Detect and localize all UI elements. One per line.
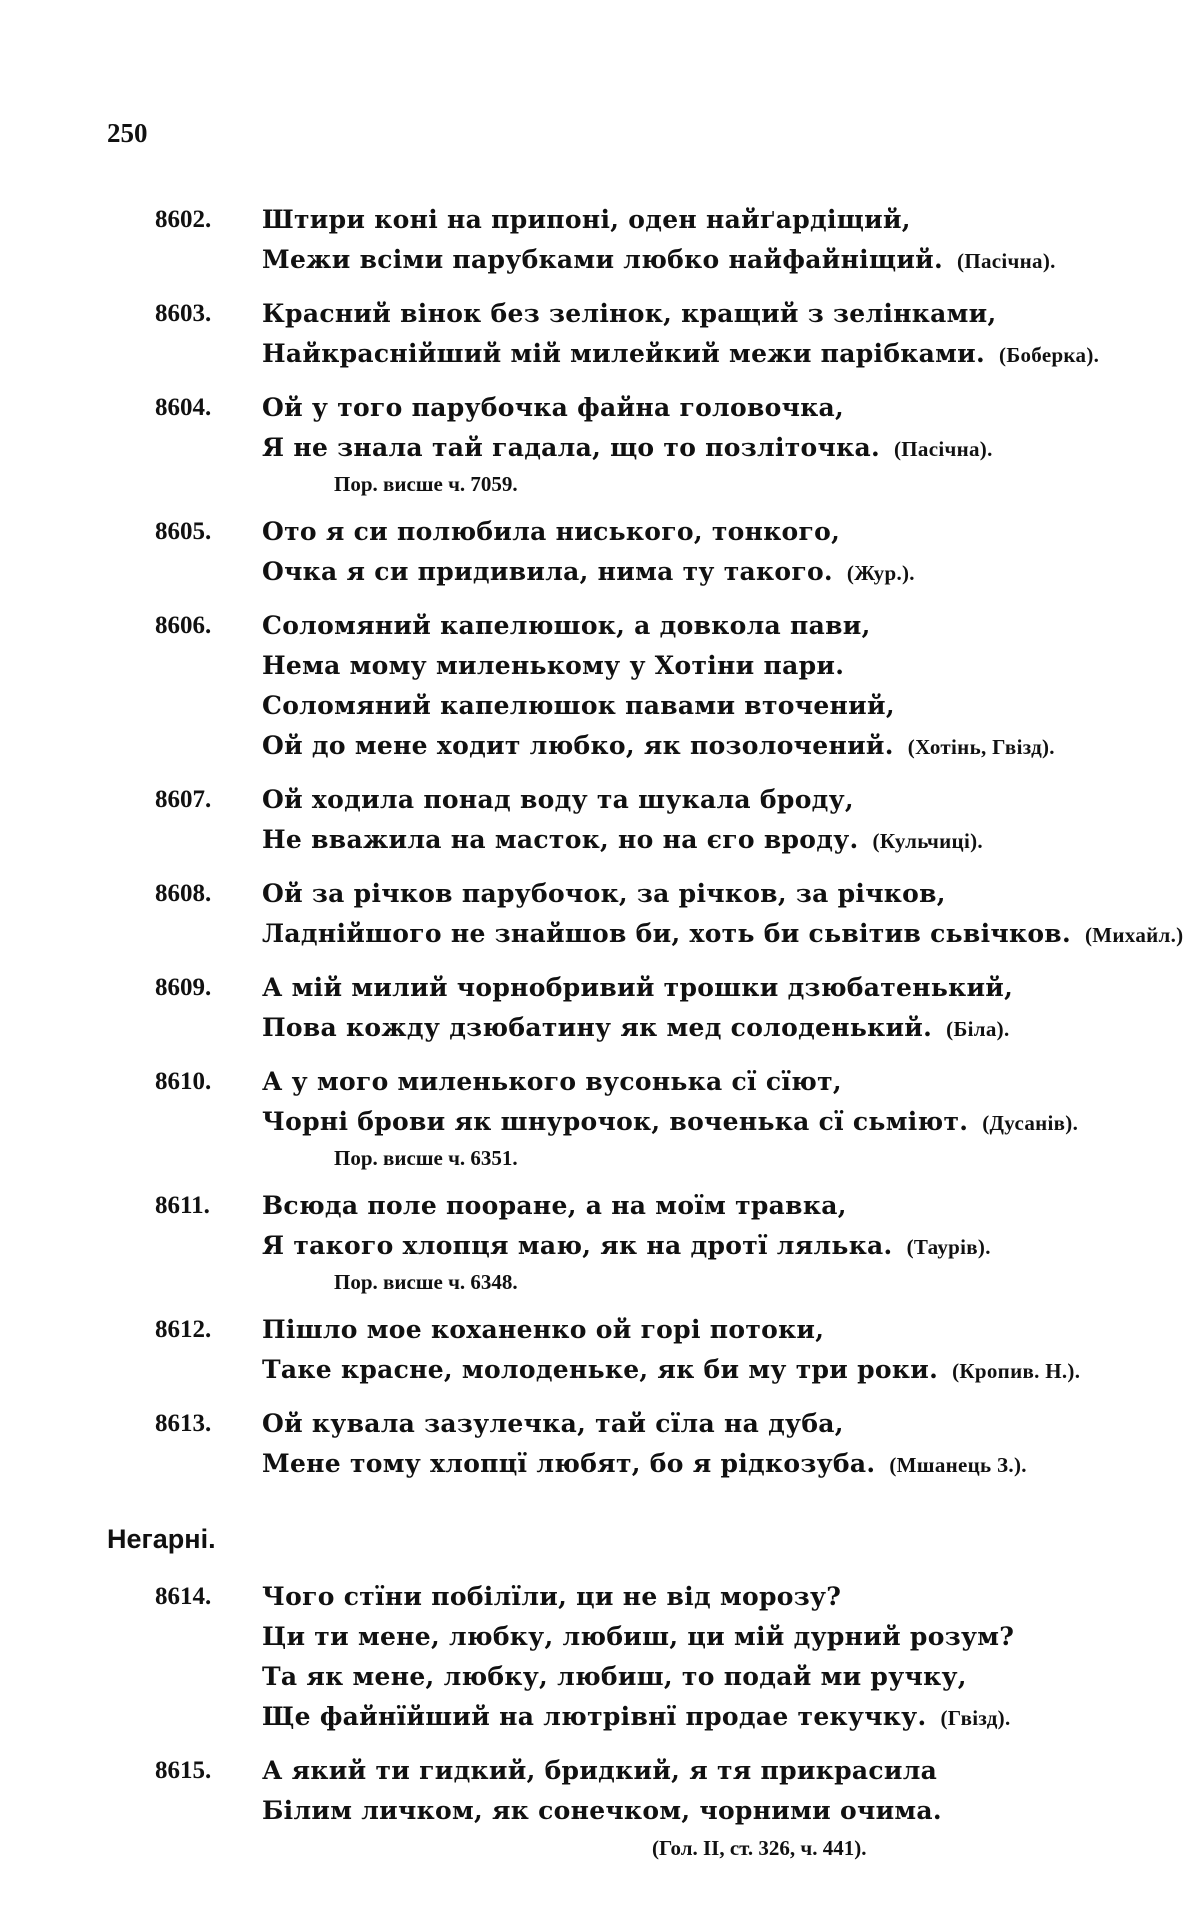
verse-lines xyxy=(262,874,1183,955)
verse-entry xyxy=(0,1577,1140,1738)
verse-line-text: Очка я си придивила, нима ту такого. xyxy=(262,557,833,586)
section-heading: Негарні. xyxy=(107,1524,216,1554)
verse-lines xyxy=(262,200,1140,281)
verse-line-text: Пова кожду дзюбатину як мед солоденький. xyxy=(262,1013,933,1042)
verse-line xyxy=(262,606,1140,646)
verse-line xyxy=(262,1310,1140,1350)
verse-line xyxy=(262,1062,1140,1102)
verse-source: (Мшанець З.). xyxy=(889,1453,1027,1477)
page-content xyxy=(0,200,1183,1878)
verse-source: (Дусанів). xyxy=(982,1111,1079,1135)
verse-lines xyxy=(262,1310,1140,1391)
verse-line-text: Ладнійшого не знайшов би, хоть би сьвітив сьвічков. xyxy=(262,919,1071,948)
verse-entry xyxy=(0,1186,1140,1297)
verse-entry xyxy=(0,874,1183,955)
verse-entry xyxy=(0,1062,1140,1173)
verse-line xyxy=(262,240,1140,281)
verse-line-text: Пішло мое коханенко ой горі потоки, xyxy=(262,1315,825,1344)
verse-number: 8608. xyxy=(155,880,212,907)
verse-line xyxy=(262,334,1140,375)
verse-number: 8603. xyxy=(155,300,212,327)
verse-source: (Біла). xyxy=(946,1017,1010,1041)
verse-line-text: Та як мене, любку, любиш, то подай ми ручку, xyxy=(262,1662,967,1691)
verse-line xyxy=(262,512,1140,552)
verse-line xyxy=(262,428,1140,469)
verse-entry xyxy=(0,606,1140,767)
verse-line xyxy=(262,1577,1140,1617)
verse-line-text: Соломяний капелюшок павами вточений, xyxy=(262,691,895,720)
verse-source: (Кропив. Н.). xyxy=(952,1359,1081,1383)
verse-line xyxy=(262,1404,1140,1444)
entries-group-main xyxy=(0,200,1183,1485)
verse-entry xyxy=(0,1310,1140,1391)
verse-line-text: Межи всіми парубками любко найфайніщий. xyxy=(262,245,944,274)
verse-line-text: Ото я си полюбила ниського, тонкого, xyxy=(262,517,841,546)
verse-lines xyxy=(262,968,1140,1049)
verse-number: 8609. xyxy=(155,974,212,1001)
verse-line xyxy=(262,1008,1140,1049)
cross-reference-note: Пор. висше ч. 6348. xyxy=(334,1270,518,1294)
verse-number: 8606. xyxy=(155,612,212,639)
verse-line-text: А який ти гидкий, бридкий, я тя прикрасила xyxy=(262,1756,938,1785)
verse-line xyxy=(262,1697,1140,1738)
verse-line-text: Не вважила на масток, но на єго вроду. xyxy=(262,825,859,854)
cross-reference-note: Пор. висше ч. 6351. xyxy=(334,1146,518,1170)
verse-source: (Михайл.) xyxy=(1084,923,1183,947)
verse-line-text: Я не знала тай гадала, що то позліточка. xyxy=(262,433,880,462)
verse-line-text: Красний вінок без зелінок, кращий з зелінками, xyxy=(262,299,997,328)
verse-line-text: Штири коні на припоні, оден найґардіщий, xyxy=(262,205,911,234)
verse-number: 8613. xyxy=(155,1410,212,1437)
verse-source: (Боберка). xyxy=(999,343,1100,367)
verse-line-text: Ци ти мене, любку, любиш, ци мій дурний розум? xyxy=(262,1622,1015,1651)
verse-line xyxy=(262,780,1140,820)
verse-line xyxy=(262,1751,1140,1791)
verse-line xyxy=(262,388,1140,428)
verse-source: (Хотінь, Гвізд). xyxy=(907,735,1055,759)
verse-line xyxy=(262,874,1140,914)
verse-lines xyxy=(262,294,1140,375)
verse-line xyxy=(262,294,1140,334)
verse-line-text: А мій милий чорнобривий трошки дзюбатенький, xyxy=(262,973,1014,1002)
verse-source: (Жур.). xyxy=(846,561,915,585)
verse-lines xyxy=(262,1186,1140,1297)
verse-line-text: Ой ходила понад воду та шукала броду, xyxy=(262,785,854,814)
verse-line xyxy=(262,1350,1140,1391)
verse-number: 8602. xyxy=(155,206,212,233)
verse-number: 8607. xyxy=(155,786,212,813)
verse-entry xyxy=(0,1751,1140,1865)
verse-line xyxy=(262,1657,1140,1697)
verse-lines xyxy=(262,780,1140,861)
verse-source: (Пасічна). xyxy=(957,249,1056,273)
verse-line-text: Ой за річков парубочок, за річков, за річков, xyxy=(262,879,946,908)
verse-lines xyxy=(262,606,1140,767)
verse-line xyxy=(262,1791,1140,1831)
cross-reference-note: Пор. висше ч. 7059. xyxy=(334,472,518,496)
verse-number: 8611. xyxy=(155,1192,210,1219)
verse-number: 8615. xyxy=(155,1757,212,1784)
verse-line xyxy=(262,914,1183,955)
verse-line xyxy=(262,1102,1140,1143)
verse-line xyxy=(262,646,1140,686)
verse-line xyxy=(262,1444,1140,1485)
verse-line-text: Ой до мене ходит любко, як позолочений. xyxy=(262,731,894,760)
verse-number: 8604. xyxy=(155,394,212,421)
verse-line xyxy=(262,686,1140,726)
verse-lines xyxy=(262,1577,1140,1738)
verse-lines xyxy=(262,388,1140,499)
verse-entry xyxy=(0,968,1140,1049)
verse-line xyxy=(262,820,1140,861)
verse-lines xyxy=(262,512,1140,593)
page-number: 250 xyxy=(107,118,148,148)
verse-line-text: Ще файнїйший на лютрівнї продае текучку. xyxy=(262,1702,927,1731)
verse-entry xyxy=(0,1404,1140,1485)
verse-entry xyxy=(0,294,1140,375)
verse-line-text: Таке красне, молоденьке, як би му три роки. xyxy=(262,1355,939,1384)
verse-entry xyxy=(0,200,1140,281)
verse-line xyxy=(262,552,1140,593)
verse-line-text: Соломяний капелюшок, а довкола пави, xyxy=(262,611,871,640)
verse-line xyxy=(262,200,1140,240)
verse-line-text: Чорні брови як шнурочок, воченька сї сьміют. xyxy=(262,1107,969,1136)
verse-line xyxy=(262,1226,1140,1267)
verse-line xyxy=(262,1617,1140,1657)
verse-entry xyxy=(0,512,1140,593)
verse-line xyxy=(262,1186,1140,1226)
verse-entry xyxy=(0,780,1140,861)
verse-line xyxy=(262,968,1140,1008)
verse-line-text: А у мого миленького вусонька сї сїют, xyxy=(262,1067,842,1096)
verse-line-text: Чого стїни побілїли, ци не від морозу? xyxy=(262,1582,842,1611)
verse-line-text: Ой у того парубочка файна головочка, xyxy=(262,393,845,422)
verse-line-text: Мене тому хлопцї любят, бо я рідкозуба. xyxy=(262,1449,876,1478)
verse-source: (Кульчиці). xyxy=(872,829,983,853)
verse-lines xyxy=(262,1404,1140,1485)
verse-source: (Таурів). xyxy=(906,1235,991,1259)
verse-source: (Пасічна). xyxy=(893,437,993,461)
verse-line-text: Я такого хлопця маю, як на дротї лялька. xyxy=(262,1231,893,1260)
verse-line-text: Найкраснійший мій милейкий межи парібками. xyxy=(262,339,986,368)
verse-number: 8605. xyxy=(155,518,212,545)
verse-number: 8614. xyxy=(155,1583,212,1610)
verse-line-text: Нема мому миленькому у Хотіни пари. xyxy=(262,651,845,680)
entries-group-negarni xyxy=(0,1577,1140,1865)
verse-lines xyxy=(262,1751,1140,1865)
verse-line-text: Білим личком, як сонечком, чорними очима. xyxy=(262,1796,942,1825)
verse-line-text: Всюда поле пооране, а на моїм травка, xyxy=(262,1191,847,1220)
verse-number: 8612. xyxy=(155,1316,212,1343)
verse-source: (Гол. II, ст. 326, ч. 441). xyxy=(652,1836,867,1860)
verse-number: 8610. xyxy=(155,1068,212,1095)
verse-line-text: Ой кувала зазулечка, тай сїла на дуба, xyxy=(262,1409,844,1438)
verse-source: (Гвізд). xyxy=(940,1706,1011,1730)
verse-line xyxy=(262,726,1140,767)
verse-lines xyxy=(262,1062,1140,1173)
verse-entry xyxy=(0,388,1140,499)
